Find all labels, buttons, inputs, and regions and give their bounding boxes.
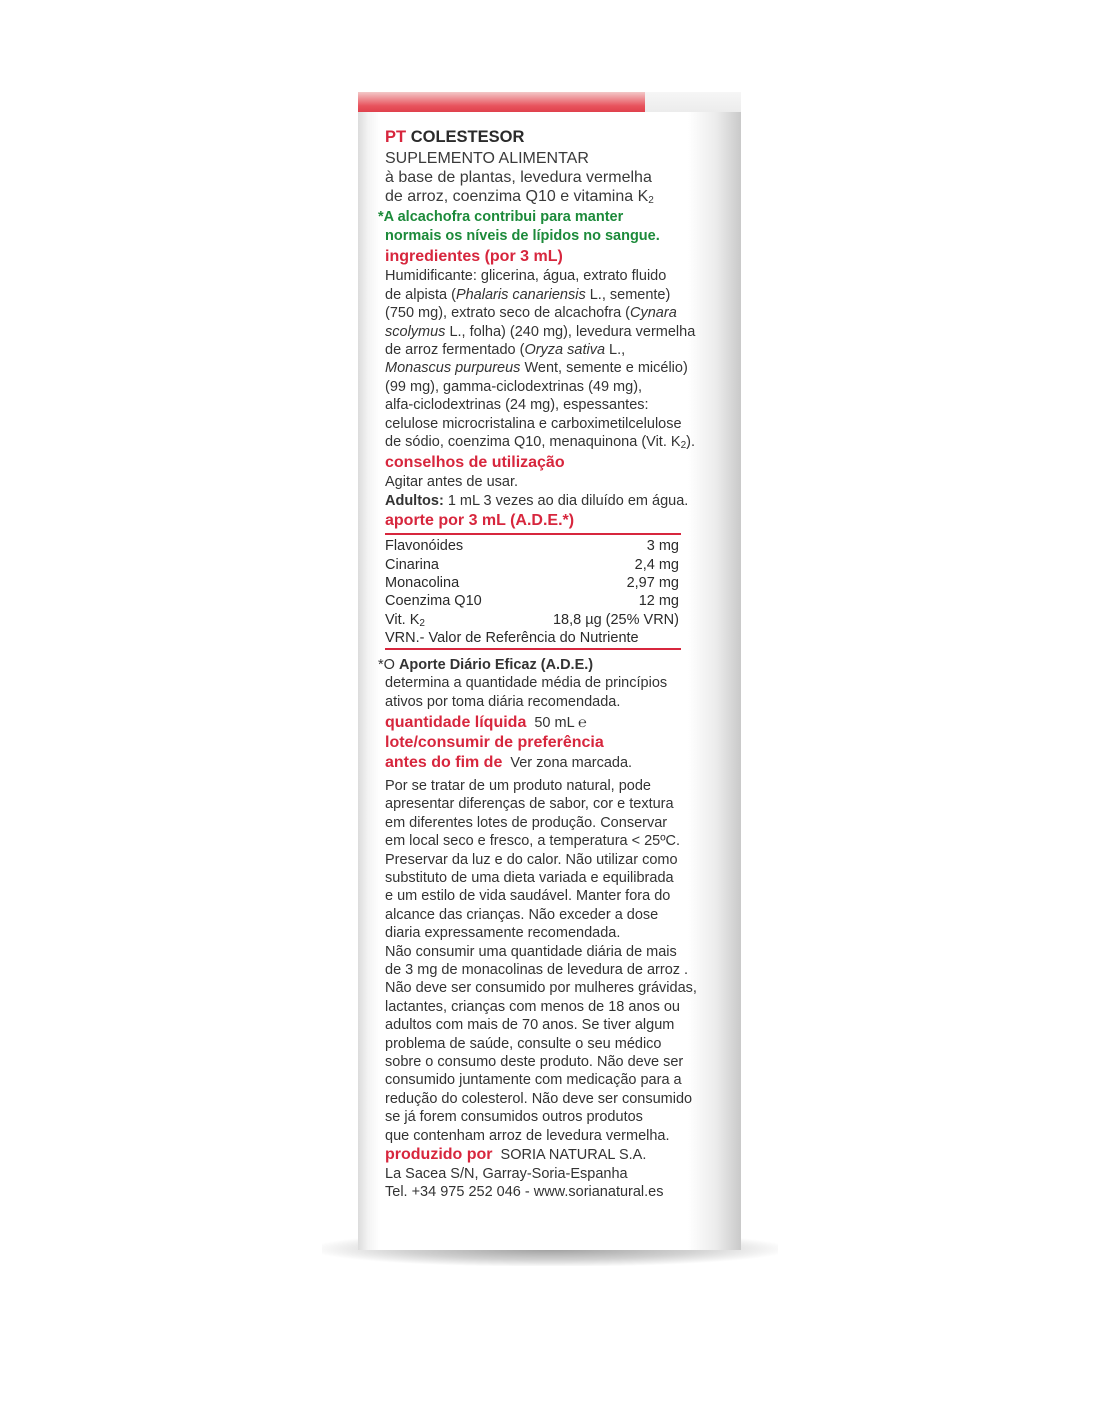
lot-line: antes do fim de Ver zona marcada. bbox=[385, 753, 633, 771]
supply-heading: aporte por 3 mL (A.D.E.*) bbox=[385, 512, 575, 530]
ingredients-heading: ingredientes (por 3 mL) bbox=[385, 248, 563, 266]
supply-table bbox=[385, 533, 681, 649]
producer-contact: Tel. +34 975 252 046 - www.sorianatural.es bbox=[385, 1184, 664, 1201]
health-claim: *A alcachofra contribui para manter bbox=[378, 209, 624, 226]
producer-line: produzido por SORIA NATURAL S.A. bbox=[385, 1146, 647, 1164]
usage-heading: conselhos de utilização bbox=[385, 454, 565, 472]
table-row: Flavonóides 3 mg bbox=[385, 538, 679, 555]
table-row: Coenzima Q10 12 mg bbox=[385, 593, 679, 610]
lot-heading: lote/consumir de preferência bbox=[385, 733, 604, 751]
vrn-note: VRN.- Valor de Referência do Nutriente bbox=[385, 630, 639, 647]
top-band-grey bbox=[645, 92, 741, 112]
product-title bbox=[385, 128, 720, 146]
product-name: COLESTESOR bbox=[410, 128, 525, 146]
table-row: Vit. $K_2$ 18,8 µg (25% VRN) bbox=[385, 611, 679, 629]
red-top-band bbox=[358, 92, 645, 112]
ingredients-text: Humidificante: glicerina, água, extrato fluido de alpista (Phalaris canariensis L., semente) (750 mg), extrato seco de alcachofra (Cynara scolymus L., folha) (240 mg), levedura vermelha de arroz fermentado (Oryza sativa L., Monascus purpureus Went, semente e micélio) (99 mg), gamma-ciclodextrinas (49 mg), alfa-ciclodextrinas (24 mg), espessantes: celulose microcristalina e carboximetilcelulose de sódio, coenzima Q10, menaquinona (Vit. $K_2$). bbox=[385, 268, 696, 452]
net-quantity: quantidade líquida 50 mL ℮ bbox=[385, 713, 587, 731]
table-row: Cinarina 2,4 mg bbox=[385, 556, 679, 573]
health-claim: normais os níveis de lípidos no sangue. bbox=[385, 227, 660, 244]
producer-address: La Sacea S/N, Garray-Soria-Espanha bbox=[385, 1166, 628, 1183]
label-content bbox=[378, 128, 720, 1202]
table-row: Monacolina 2,97 mg bbox=[385, 575, 679, 592]
lang-code: PT bbox=[385, 128, 407, 146]
usage-text: Agitar antes de usar. Adultos: 1 mL 3 vezes ao dia diluído em água. bbox=[385, 474, 689, 509]
subtitle-line: de arroz, coenzima Q10 e vitamina $K_2$ bbox=[385, 187, 654, 206]
product-box-side bbox=[358, 92, 741, 1250]
ade-note: *O Aporte Diário Eficaz (A.D.E.) determina a quantidade média de princípios ativos por toma diária recomendada. bbox=[378, 656, 668, 710]
subtitle-line: SUPLEMENTO ALIMENTAR bbox=[385, 150, 589, 168]
warnings-text: Por se tratar de um produto natural, pode apresentar diferenças de sabor, cor e textura em diferentes lotes de produção. Conservar em local seco e fresco, a temperatura < 25ºC. Preservar da luz e do calor. Não utilizar como substituto de uma dieta variada e equilibrada e um estilo de vida saudável. Manter fora do alcance das crianças. Não exceder a dose diaria expressamente recomendada. Não consumir uma quantidade diária de mais de 3 mg de monacolinas de levedura de arroz . Não deve ser consumido por mulheres grávidas, lactantes, crianças com menos de 18 anos ou adultos com mais de 70 anos. Se tiver algum problema de saúde, consulte o seu médico sobre o consumo deste produto. Não deve ser consumido juntamente com medicação para a redução do colesterol. Não deve ser consumido se já forem consumidos outros produtos que contenham arroz de levedura vermelha. bbox=[385, 777, 697, 1144]
subtitle-line: à base de plantas, levedura vermelha bbox=[385, 169, 652, 186]
